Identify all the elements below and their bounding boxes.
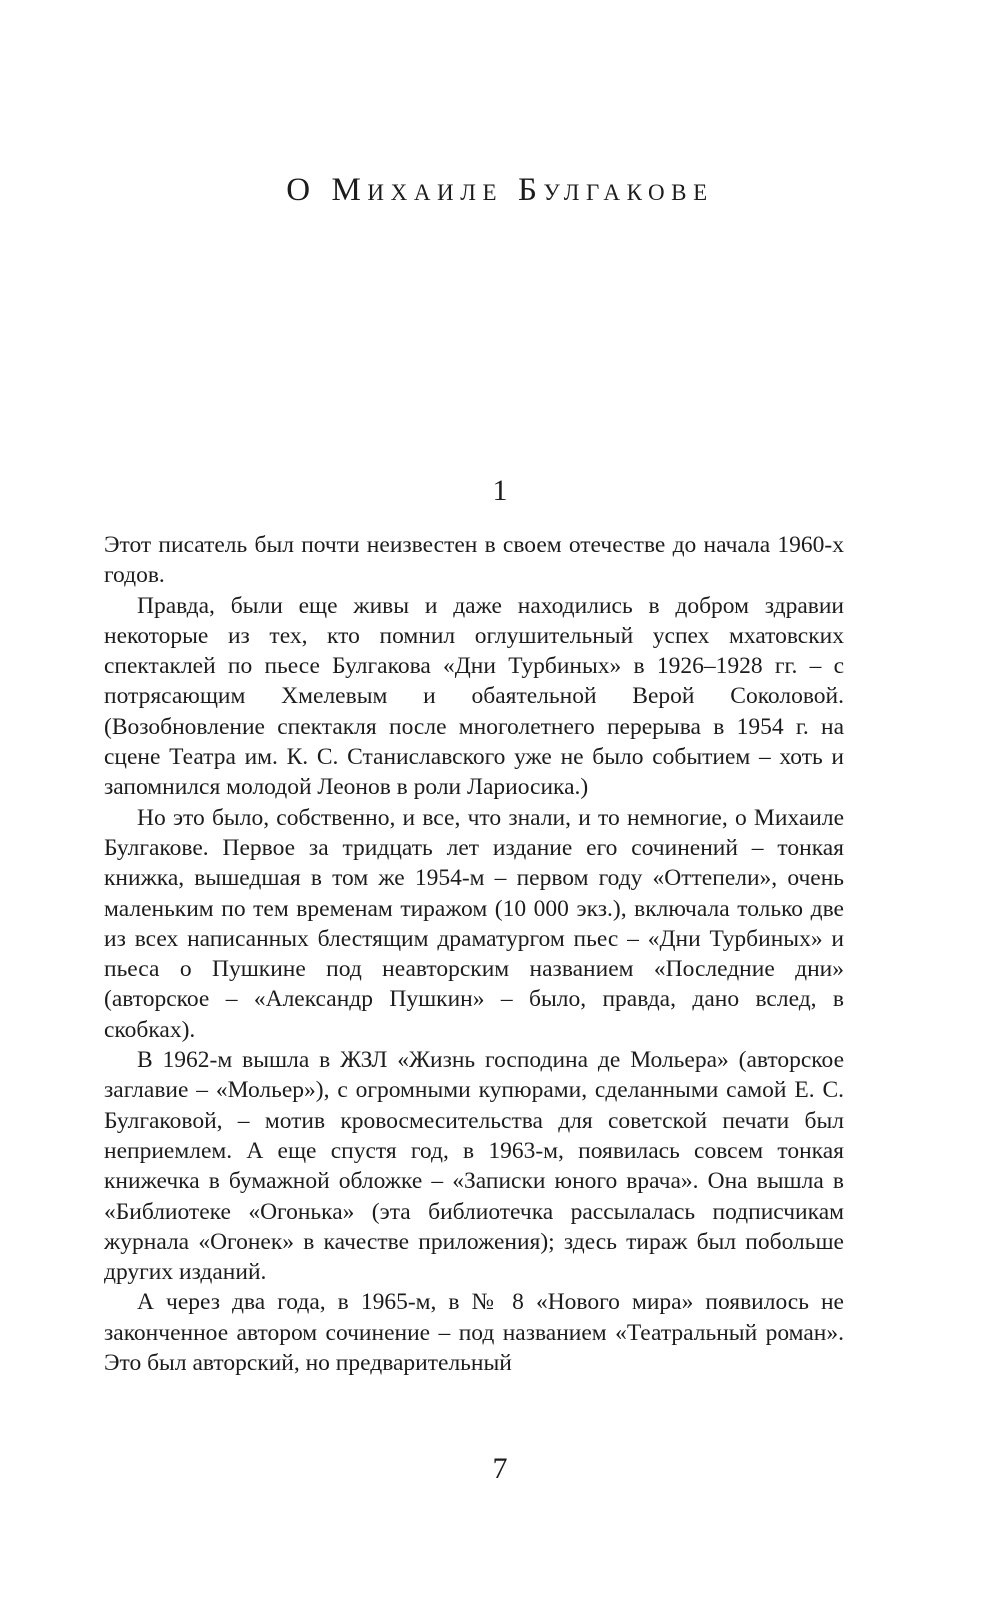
paragraph: А через два года, в 1965-м, в № 8 «Нового мира» появилось не законченное автором сочинение – под названием «Театральный роман». Это был авторский, но предварительный	[104, 1289, 844, 1377]
chapter-title: О Михаиле Булгакове	[286, 172, 714, 208]
paragraph: Этот писатель был почти неизвестен в своем отечестве до начала 1960-х годов.	[104, 532, 844, 589]
paragraph: Но это было, собственно, и все, что знали, и то немногие, о Михаиле Булгакове. Первое за тридцать лет издание его сочинений – тонкая книжка, вышедшая в том же 1954-м – первом году «Оттепели», очень маленьким по тем временам тиражом (10 000 экз.), включала только две из всех написанных блестящим драматургом пьес – «Дни Турбиных» и пьеса о Пушкине под неавторским названием «Последние дни» (авторское – «Александр Пушкин» – было, правда, дано вслед, в скобках).	[104, 804, 844, 1043]
paragraph: В 1962-м вышла в ЖЗЛ «Жизнь господина де Мольера» (авторское заглавие – «Мольер»), с огромными купюрами, сделанными самой Е. С. Булгаковой, – мотив кровосмесительства для советской печати был неприемлем. А еще спустя год, в 1963-м, появилась совсем тонкая книжечка в бумажной обложке – «Записки юного врача». Она вышла в «Библиотеке «Огонька» (эта библиотечка рассылалась подписчикам журнала «Огонек» в качестве приложения); здесь тираж был побольше других изданий.	[104, 1047, 844, 1286]
paragraph: Правда, были еще живы и даже находились в добром здравии некоторые из тех, кто помнил оглушительный успех мхатовских спектаклей по пьесе Булгакова «Дни Турбиных» в 1926–1928 гг. – с потрясающим Хмелевым и обаятельной Верой Соколовой. (Возобновление спектакля после многолетнего перерыва в 1954 г. на сцене Театра им. К. С. Станиславского уже не было событием – хоть и запомнился молодой Леонов в роли Лариосика.)	[104, 592, 844, 801]
body-text	[104, 530, 844, 1378]
section-number: 1	[492, 474, 508, 507]
page-number: 7	[492, 1452, 508, 1485]
